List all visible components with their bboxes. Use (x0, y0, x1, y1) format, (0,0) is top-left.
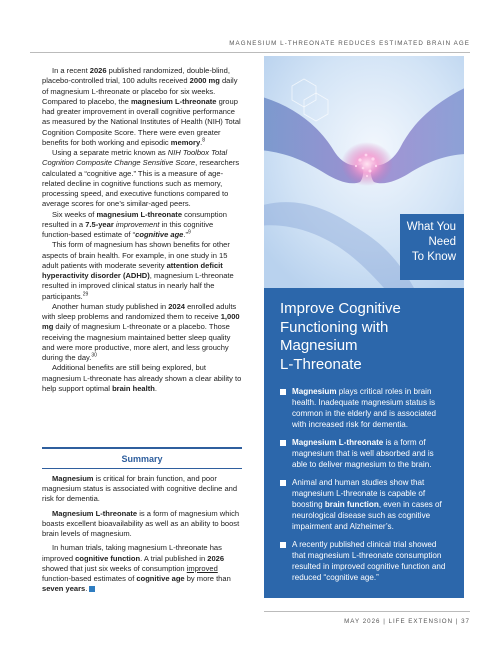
paragraph-5: Another human study published in 2024 enrolled adults with sleep problems and randomized them to receive 1,000 mg daily of magnesium L-threonate or a placebo. Those receiving the magnesium maintained better sleep quality and were more productive, more alert, and less grouchy during the day.$^{30}$ (42, 301, 240, 362)
summary-paragraph-3: In human trials, taking magnesium L-threonate has improved cognitive function. A trial published in 2026 showed that just six weeks of consumption improved function-based estimates of cognitive age by more than seven years. (42, 543, 231, 594)
sidebar-bullet-list (280, 386, 450, 583)
sidebar-bullet-3: Animal and human studies show that magnesium L-threonate is capable of boosting brain function, even in cases of neurological disease such as cognitive impairment and Alzheimer’s. (280, 477, 450, 532)
square-bullet-icon (280, 389, 286, 395)
end-mark-icon (89, 586, 95, 592)
paragraph-4: This form of magnesium has shown benefits for other aspects of brain health. For example, in one study in 15 adult patients with moderate severity attention deficit hyperactivity disorder (ADHD), magnesium L-threonate resulted in improved clinical status in nearly half the participants.$^{29}$ (42, 240, 234, 301)
reference-9: 9 (188, 229, 191, 236)
square-bullet-icon (280, 440, 286, 446)
summary-title-rule (42, 468, 242, 469)
running-head: MAGNESIUM L-THREONATE REDUCES ESTIMATED BRAIN AGE (229, 40, 470, 47)
reference-8: 8 (202, 137, 206, 144)
sidebar-bullet-1: Magnesium plays critical roles in brain health. Inadequate magnesium status is common in the elderly and is associated with increased risk for dementia. (280, 386, 450, 430)
neuron-synapse-image (264, 56, 464, 288)
footer-divider (264, 611, 470, 612)
header-divider (30, 52, 470, 53)
summary-box (42, 447, 242, 599)
sidebar-title: Improve Cognitive Functioning with Magnesium L-Threonate (280, 300, 401, 373)
sidebar-panel (264, 288, 464, 598)
summary-paragraph-2: Magnesium L-threonate is a form of magnesium which boasts excellent bioavailability as well as an ability to boost brain levels of magnesium. (42, 508, 240, 538)
what-you-need-to-know-badge: What You Need To Know (400, 214, 464, 280)
paragraph-6: Additional benefits are still being explored, but magnesium L-threonate has already shown a clear ability to help support optimal brain health. (42, 363, 242, 393)
square-bullet-icon (280, 542, 286, 548)
paragraph-3: Six weeks of magnesium L-threonate consumption resulted in a 7.5-year improvement in this cognitive function-based estimate of “cognitive age.”$^9$ (42, 209, 227, 239)
paragraph-2: Using a separate metric known as NIH Toolbox Total Cognition Composite Change Sensitive Score, researchers calculated a “cognitive age.” This is a measure of age-related decline in cognitive functions such as memory, processing speed, and executive functions compared to average scores for one’s similar-aged peers. (42, 148, 240, 209)
square-bullet-icon (280, 480, 286, 486)
reference-29: 29 (82, 290, 89, 297)
sidebar-bullet-4: A recently published clinical trial showed that magnesium L-threonate consumption resulted in improved cognitive function and reduced “cognitive age.” (280, 539, 450, 583)
summary-title: Summary (121, 453, 163, 464)
article-body (42, 66, 242, 394)
page-footer: MAY 2026 | LIFE EXTENSION | 37 (344, 618, 470, 625)
paragraph-1: In a recent 2026 published randomized, double-blind, placebo-controlled trial, 100 adults received 2000 mg daily of magnesium L-threonate or placebo for six weeks. Compared to placebo, the magnesium L-threonate group had greater improvement in overall cognitive performance as measured by the National Institutes of Health (NIH) Total Cognition Composite Score. There were even greater benefits for both working and episodic memory.$^8$ (42, 66, 241, 147)
reference-30: 30 (91, 352, 97, 359)
sidebar-bullet-2: Magnesium L-threonate is a form of magnesium that is well absorbed and is able to deliver magnesium to the brain. (280, 437, 450, 470)
summary-paragraph-1: Magnesium is critical for brain function, and poor magnesium status is associated with cognitive decline and risk for dementia. (42, 473, 238, 504)
synaptic-glow (341, 142, 393, 186)
